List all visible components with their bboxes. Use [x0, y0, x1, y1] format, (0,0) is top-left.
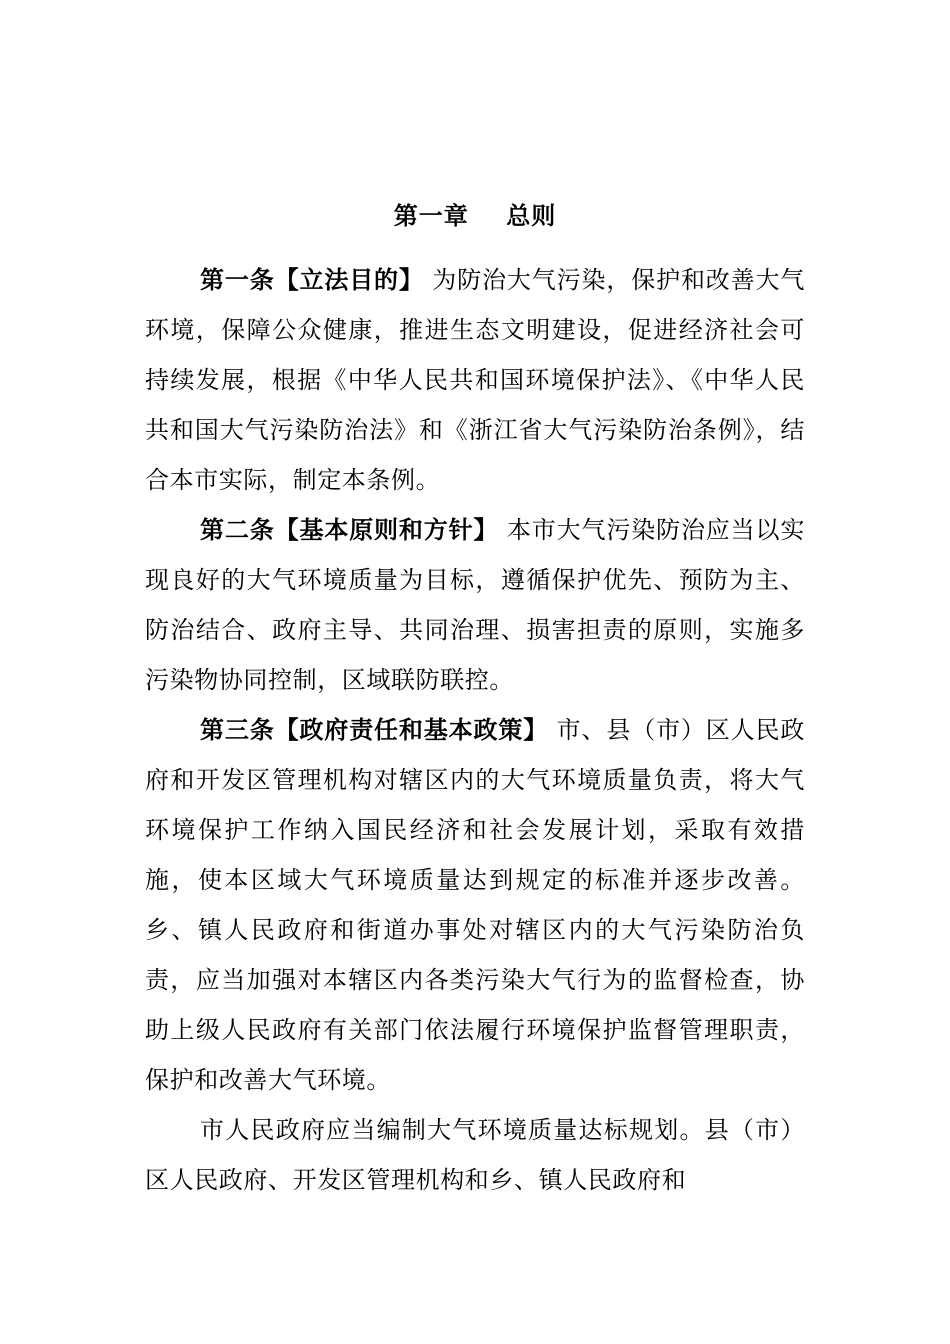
article-2-text: 本市大气污染防治应当以实现良好的大气环境质量为目标，遵循保护优先、预防为主、防治结合、政府主导、共同治理、损害担责的原则，实施多污染物协同控制，区域联防联控。 — [145, 516, 806, 694]
article-2-heading: 第二条【基本原则和方针】 — [200, 516, 499, 544]
article-1 — [145, 255, 805, 505]
article-3-text: 市、县（市）区人民政府和开发区管理机构对辖区内的大气环境质量负责，将大气环境保护工作纳入国民经济和社会发展计划，采取有效措施，使本区域大气环境质量达到规定的标准并逐步改善。乡、镇人民政府和街道办事处对辖区内的大气污染防治负责，应当加强对本辖区内各类污染大气行为的监督检查，协助上级人民政府有关部门依法履行环境保护监督管理职责，保护和改善大气环境。 — [145, 716, 805, 1094]
article-2 — [145, 505, 805, 705]
article-3 — [145, 705, 805, 1105]
chapter-title: 第一章 总则 — [393, 202, 557, 230]
article-3-heading: 第三条【政府责任和基本政策】 — [200, 716, 549, 744]
article-1-heading: 第一条【立法目的】 — [200, 266, 424, 294]
document-body — [145, 255, 805, 1205]
article-3-paragraph-2: 市人民政府应当编制大气环境质量达标规划。县（市）区人民政府、开发区管理机构和乡、镇人民政府和 — [145, 1116, 805, 1194]
article-1-text: 为防治大气污染，保护和改善大气环境，保障公众健康，推进生态文明建设，促进经济社会可持续发展，根据《中华人民共和国环境保护法》、《中华人民共和国大气污染防治法》和《浙江省大气污染防治条例》，结合本市实际，制定本条例。 — [145, 266, 806, 494]
